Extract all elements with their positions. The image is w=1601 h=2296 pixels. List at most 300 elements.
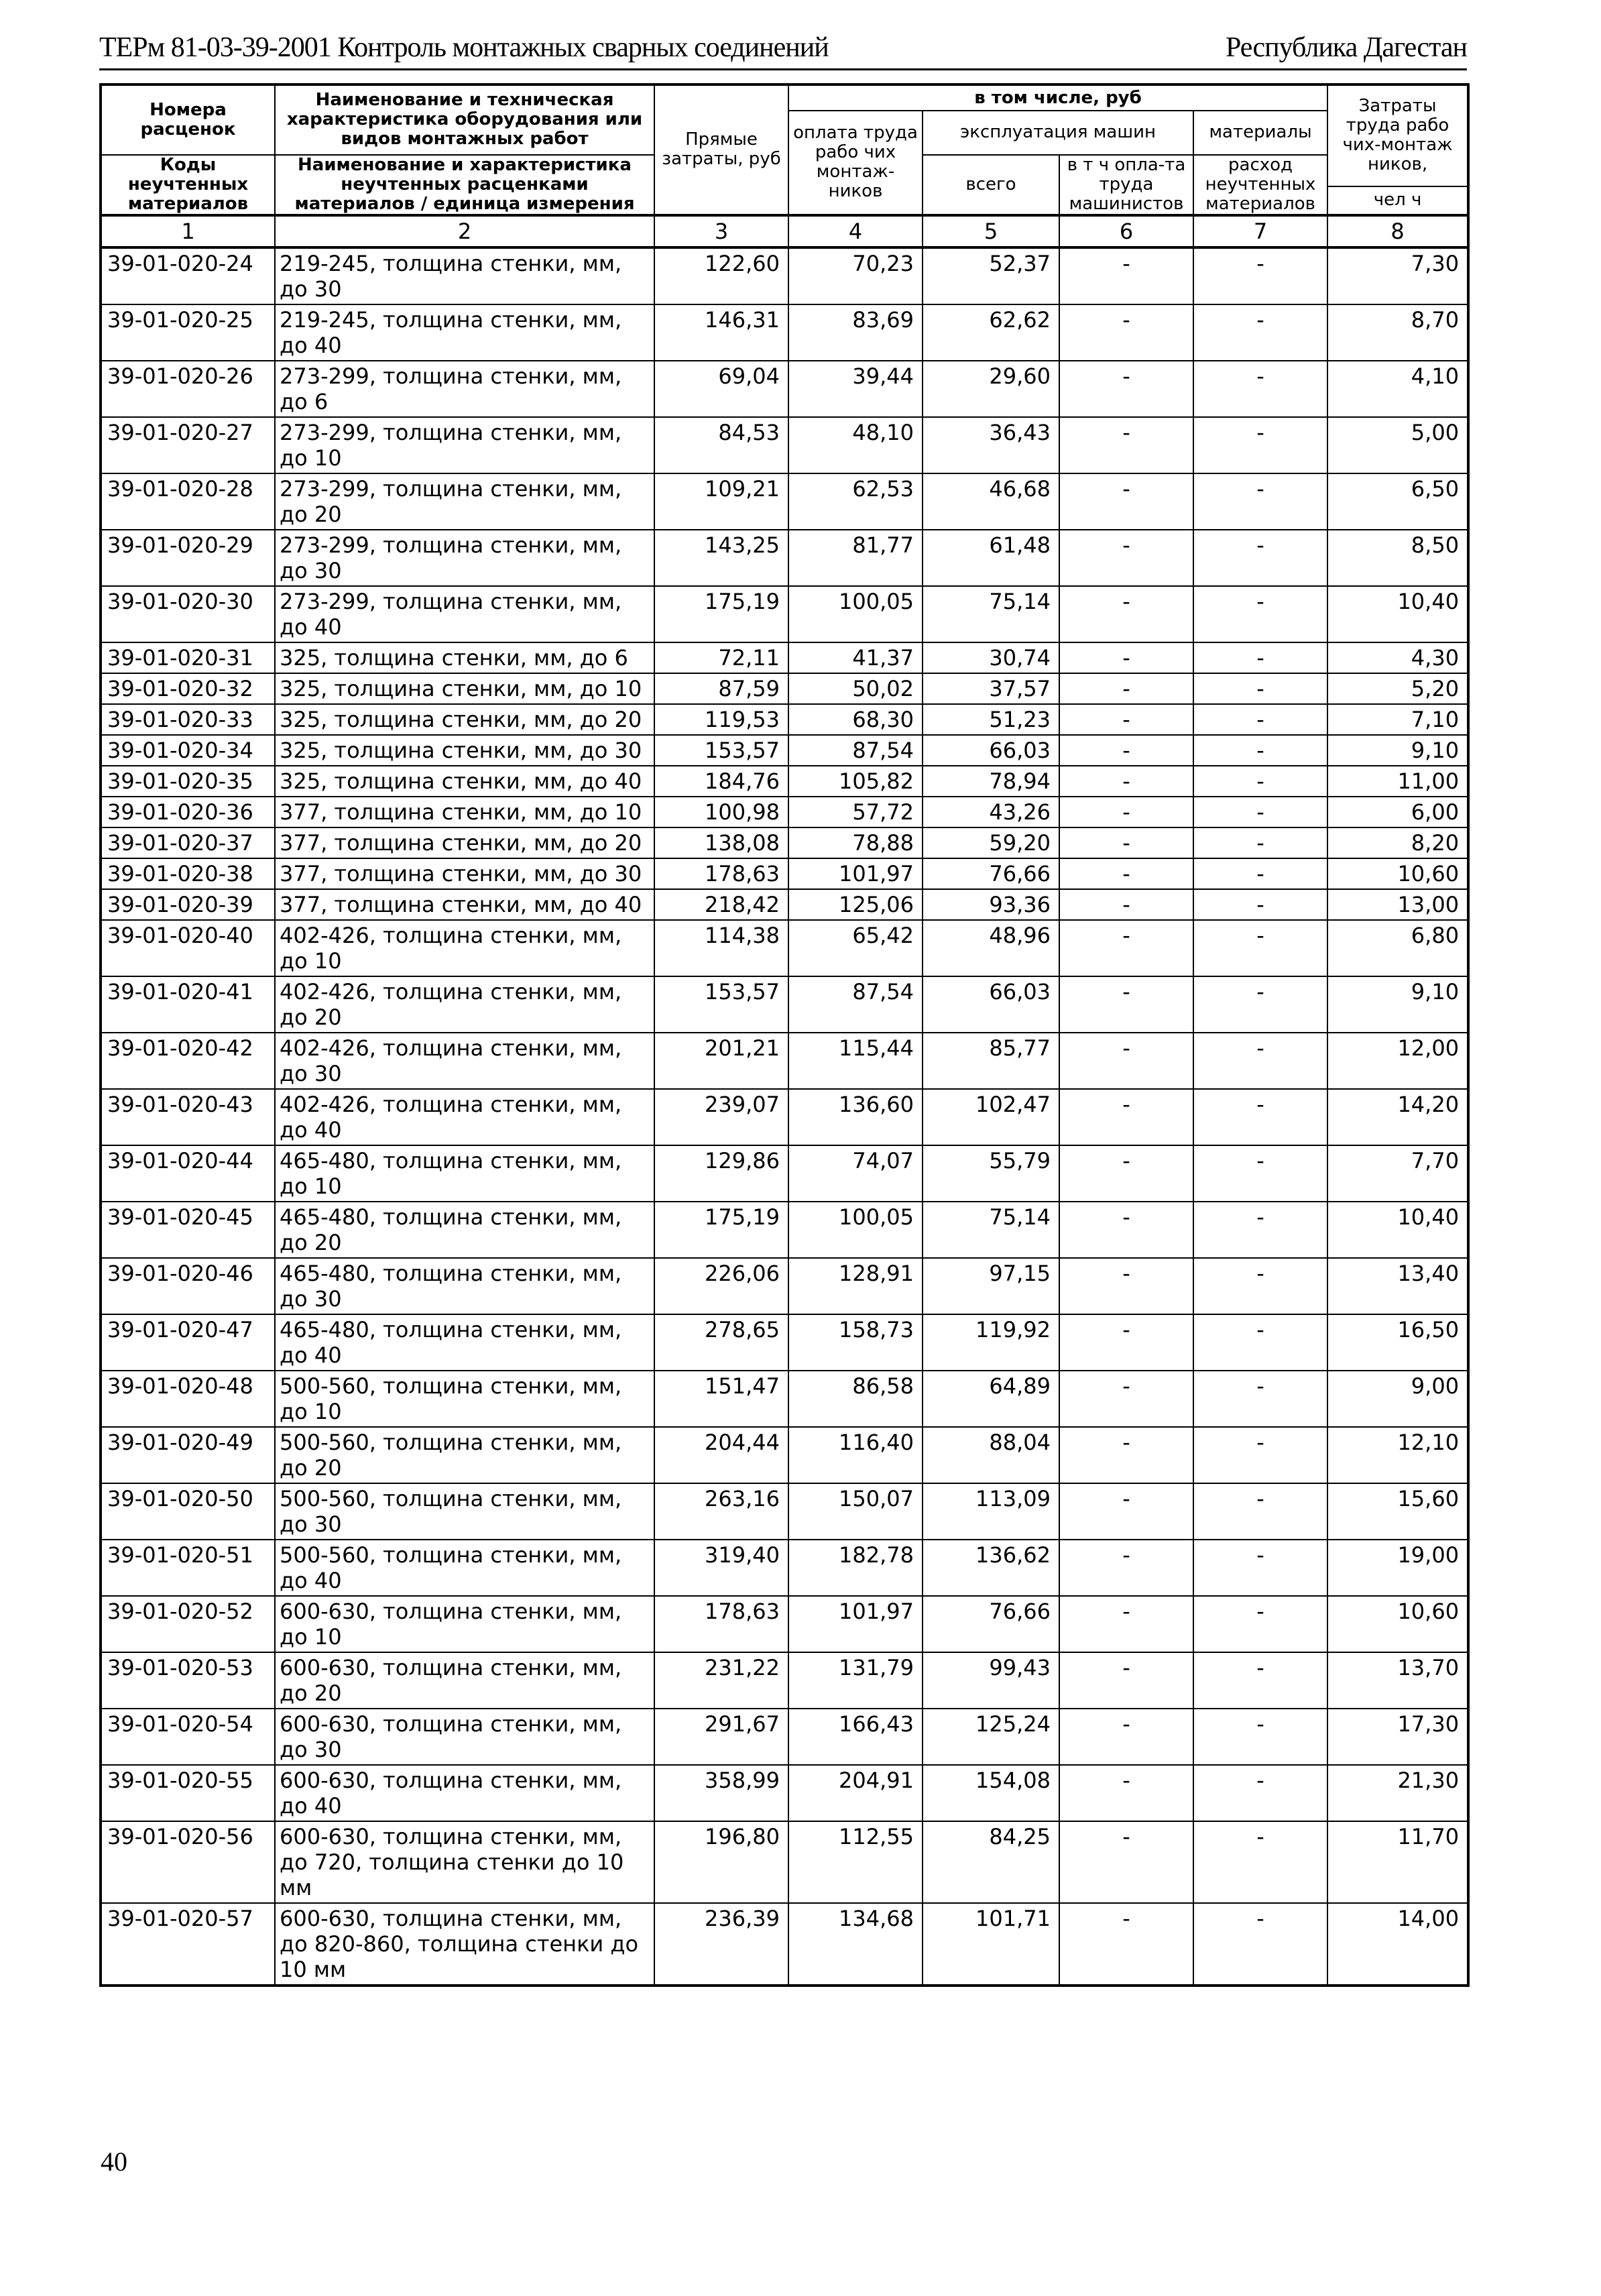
work-description: 219-245, толщина стенки, мм, до 40 bbox=[275, 304, 654, 361]
labor-pay-value: 81,77 bbox=[788, 530, 923, 586]
table-row bbox=[101, 827, 1468, 858]
work-description: 500-560, толщина стенки, мм, до 10 bbox=[275, 1371, 654, 1427]
material-consumption-value: - bbox=[1193, 1258, 1327, 1314]
work-description: 273-299, толщина стенки, мм, до 20 bbox=[275, 473, 654, 530]
work-description: 600-630, толщина стенки, мм, до 10 bbox=[275, 1596, 654, 1652]
machines-total-value: 66,03 bbox=[923, 976, 1059, 1033]
rate-code: 39-01-020-40 bbox=[101, 920, 275, 976]
rate-code: 39-01-020-50 bbox=[101, 1483, 275, 1540]
column-number: 8 bbox=[1327, 215, 1468, 247]
machines-total-value: 29,60 bbox=[923, 361, 1059, 417]
machines-total-value: 154,08 bbox=[923, 1765, 1059, 1821]
table-body bbox=[101, 247, 1468, 1986]
direct-costs-value: 138,08 bbox=[654, 827, 788, 858]
work-description: 377, толщина стенки, мм, до 30 bbox=[275, 858, 654, 889]
machines-total-value: 36,43 bbox=[923, 417, 1059, 473]
machinist-pay-value: - bbox=[1059, 1089, 1193, 1145]
material-consumption-value: - bbox=[1193, 247, 1327, 304]
material-consumption-value: - bbox=[1193, 673, 1327, 704]
table-row bbox=[101, 1596, 1468, 1652]
labor-hours-value: 6,00 bbox=[1327, 797, 1468, 827]
machines-total-value: 37,57 bbox=[923, 673, 1059, 704]
direct-costs-value: 201,21 bbox=[654, 1033, 788, 1089]
direct-costs-value: 87,59 bbox=[654, 673, 788, 704]
work-description: 500-560, толщина стенки, мм, до 20 bbox=[275, 1427, 654, 1483]
direct-costs-value: 84,53 bbox=[654, 417, 788, 473]
header-machinist-pay: в т ч опла-та труда машинистов bbox=[1059, 155, 1193, 215]
machinist-pay-value: - bbox=[1059, 530, 1193, 586]
column-number: 6 bbox=[1059, 215, 1193, 247]
work-description: 600-630, толщина стенки, мм, до 820-860, толщина стенки до 10 мм bbox=[275, 1903, 654, 1986]
material-consumption-value: - bbox=[1193, 1903, 1327, 1986]
work-description: 325, толщина стенки, мм, до 40 bbox=[275, 766, 654, 797]
direct-costs-value: 175,19 bbox=[654, 586, 788, 642]
work-description: 402-426, толщина стенки, мм, до 30 bbox=[275, 1033, 654, 1089]
machinist-pay-value: - bbox=[1059, 304, 1193, 361]
labor-pay-value: 131,79 bbox=[788, 1652, 923, 1709]
machinist-pay-value: - bbox=[1059, 1540, 1193, 1596]
machinist-pay-value: - bbox=[1059, 1652, 1193, 1709]
direct-costs-value: 178,63 bbox=[654, 858, 788, 889]
material-consumption-value: - bbox=[1193, 1483, 1327, 1540]
work-description: 325, толщина стенки, мм, до 20 bbox=[275, 704, 654, 735]
rate-code: 39-01-020-44 bbox=[101, 1145, 275, 1202]
work-description: 325, толщина стенки, мм, до 10 bbox=[275, 673, 654, 704]
direct-costs-value: 204,44 bbox=[654, 1427, 788, 1483]
material-consumption-value: - bbox=[1193, 1596, 1327, 1652]
machines-total-value: 75,14 bbox=[923, 1202, 1059, 1258]
machines-total-value: 99,43 bbox=[923, 1652, 1059, 1709]
direct-costs-value: 231,22 bbox=[654, 1652, 788, 1709]
direct-costs-value: 175,19 bbox=[654, 1202, 788, 1258]
material-consumption-value: - bbox=[1193, 1033, 1327, 1089]
work-description: 325, толщина стенки, мм, до 6 bbox=[275, 642, 654, 673]
labor-pay-value: 62,53 bbox=[788, 473, 923, 530]
work-description: 600-630, толщина стенки, мм, до 20 bbox=[275, 1652, 654, 1709]
machinist-pay-value: - bbox=[1059, 1371, 1193, 1427]
machines-total-value: 75,14 bbox=[923, 586, 1059, 642]
work-description: 465-480, толщина стенки, мм, до 10 bbox=[275, 1145, 654, 1202]
direct-costs-value: 239,07 bbox=[654, 1089, 788, 1145]
labor-hours-value: 15,60 bbox=[1327, 1483, 1468, 1540]
machinist-pay-value: - bbox=[1059, 889, 1193, 920]
labor-hours-value: 16,50 bbox=[1327, 1314, 1468, 1371]
material-consumption-value: - bbox=[1193, 1540, 1327, 1596]
table-row bbox=[101, 735, 1468, 766]
machinist-pay-value: - bbox=[1059, 1427, 1193, 1483]
machines-total-value: 76,66 bbox=[923, 858, 1059, 889]
labor-hours-value: 8,20 bbox=[1327, 827, 1468, 858]
labor-pay-value: 105,82 bbox=[788, 766, 923, 797]
labor-hours-value: 4,30 bbox=[1327, 642, 1468, 673]
labor-hours-value: 14,20 bbox=[1327, 1089, 1468, 1145]
labor-hours-value: 10,60 bbox=[1327, 1596, 1468, 1652]
table-row bbox=[101, 704, 1468, 735]
material-consumption-value: - bbox=[1193, 704, 1327, 735]
labor-pay-value: 100,05 bbox=[788, 586, 923, 642]
header-labor-hours: Затраты труда рабо чих-монтаж ников, bbox=[1327, 84, 1468, 186]
rate-code: 39-01-020-30 bbox=[101, 586, 275, 642]
material-consumption-value: - bbox=[1193, 473, 1327, 530]
table-row bbox=[101, 766, 1468, 797]
direct-costs-value: 236,39 bbox=[654, 1903, 788, 1986]
material-consumption-value: - bbox=[1193, 735, 1327, 766]
column-number: 4 bbox=[788, 215, 923, 247]
labor-pay-value: 86,58 bbox=[788, 1371, 923, 1427]
machinist-pay-value: - bbox=[1059, 797, 1193, 827]
rate-code: 39-01-020-26 bbox=[101, 361, 275, 417]
machines-total-value: 76,66 bbox=[923, 1596, 1059, 1652]
machinist-pay-value: - bbox=[1059, 1483, 1193, 1540]
machinist-pay-value: - bbox=[1059, 766, 1193, 797]
labor-hours-value: 6,80 bbox=[1327, 920, 1468, 976]
work-description: 402-426, толщина стенки, мм, до 40 bbox=[275, 1089, 654, 1145]
region-name: Республика Дагестан bbox=[1225, 32, 1467, 63]
material-consumption-value: - bbox=[1193, 642, 1327, 673]
labor-hours-value: 12,00 bbox=[1327, 1033, 1468, 1089]
direct-costs-value: 226,06 bbox=[654, 1258, 788, 1314]
labor-hours-value: 14,00 bbox=[1327, 1903, 1468, 1986]
machinist-pay-value: - bbox=[1059, 976, 1193, 1033]
machines-total-value: 52,37 bbox=[923, 247, 1059, 304]
rate-code: 39-01-020-39 bbox=[101, 889, 275, 920]
table-row bbox=[101, 1540, 1468, 1596]
table-row bbox=[101, 1903, 1468, 1986]
direct-costs-value: 184,76 bbox=[654, 766, 788, 797]
machinist-pay-value: - bbox=[1059, 1033, 1193, 1089]
header-direct-costs: Прямые затраты, руб bbox=[654, 84, 788, 215]
labor-hours-value: 8,50 bbox=[1327, 530, 1468, 586]
material-consumption-value: - bbox=[1193, 920, 1327, 976]
material-consumption-value: - bbox=[1193, 1652, 1327, 1709]
work-description: 273-299, толщина стенки, мм, до 30 bbox=[275, 530, 654, 586]
labor-pay-value: 68,30 bbox=[788, 704, 923, 735]
material-consumption-value: - bbox=[1193, 858, 1327, 889]
direct-costs-value: 151,47 bbox=[654, 1371, 788, 1427]
labor-pay-value: 57,72 bbox=[788, 797, 923, 827]
material-consumption-value: - bbox=[1193, 1145, 1327, 1202]
direct-costs-value: 153,57 bbox=[654, 976, 788, 1033]
direct-costs-value: 153,57 bbox=[654, 735, 788, 766]
machinist-pay-value: - bbox=[1059, 673, 1193, 704]
machines-total-value: 84,25 bbox=[923, 1821, 1059, 1903]
machinist-pay-value: - bbox=[1059, 1145, 1193, 1202]
table-row bbox=[101, 1709, 1468, 1765]
machines-total-value: 97,15 bbox=[923, 1258, 1059, 1314]
machinist-pay-value: - bbox=[1059, 1903, 1193, 1986]
machines-total-value: 43,26 bbox=[923, 797, 1059, 827]
labor-hours-value: 7,70 bbox=[1327, 1145, 1468, 1202]
column-number: 7 bbox=[1193, 215, 1327, 247]
work-description: 402-426, толщина стенки, мм, до 10 bbox=[275, 920, 654, 976]
rate-code: 39-01-020-37 bbox=[101, 827, 275, 858]
labor-hours-value: 6,50 bbox=[1327, 473, 1468, 530]
header-material-consumption: расход неучтенных материалов bbox=[1193, 155, 1327, 215]
rate-code: 39-01-020-24 bbox=[101, 247, 275, 304]
labor-pay-value: 87,54 bbox=[788, 735, 923, 766]
work-description: 377, толщина стенки, мм, до 10 bbox=[275, 797, 654, 827]
table-row bbox=[101, 586, 1468, 642]
table-row bbox=[101, 1821, 1468, 1903]
labor-hours-value: 7,30 bbox=[1327, 247, 1468, 304]
rate-code: 39-01-020-34 bbox=[101, 735, 275, 766]
labor-pay-value: 50,02 bbox=[788, 673, 923, 704]
labor-hours-value: 13,70 bbox=[1327, 1652, 1468, 1709]
labor-pay-value: 65,42 bbox=[788, 920, 923, 976]
machines-total-value: 119,92 bbox=[923, 1314, 1059, 1371]
machinist-pay-value: - bbox=[1059, 1202, 1193, 1258]
material-consumption-value: - bbox=[1193, 1314, 1327, 1371]
labor-pay-value: 101,97 bbox=[788, 858, 923, 889]
direct-costs-value: 196,80 bbox=[654, 1821, 788, 1903]
labor-hours-value: 10,60 bbox=[1327, 858, 1468, 889]
labor-pay-value: 87,54 bbox=[788, 976, 923, 1033]
labor-pay-value: 100,05 bbox=[788, 1202, 923, 1258]
machinist-pay-value: - bbox=[1059, 735, 1193, 766]
document-title: ТЕРм 81-03-39-2001 Контроль монтажных сварных соединений bbox=[99, 32, 829, 63]
header-labor-hours-unit: чел ч bbox=[1327, 186, 1468, 215]
direct-costs-value: 143,25 bbox=[654, 530, 788, 586]
table-row bbox=[101, 1202, 1468, 1258]
machinist-pay-value: - bbox=[1059, 920, 1193, 976]
table-header bbox=[101, 84, 1468, 247]
machines-total-value: 64,89 bbox=[923, 1371, 1059, 1427]
table-row bbox=[101, 361, 1468, 417]
labor-hours-value: 9,10 bbox=[1327, 735, 1468, 766]
material-consumption-value: - bbox=[1193, 304, 1327, 361]
labor-hours-value: 10,40 bbox=[1327, 1202, 1468, 1258]
rate-code: 39-01-020-28 bbox=[101, 473, 275, 530]
rate-code: 39-01-020-57 bbox=[101, 1903, 275, 1986]
direct-costs-value: 178,63 bbox=[654, 1596, 788, 1652]
material-consumption-value: - bbox=[1193, 1427, 1327, 1483]
column-number: 1 bbox=[101, 215, 275, 247]
header-material-codes: Коды неучтенных материалов bbox=[101, 155, 275, 215]
labor-pay-value: 112,55 bbox=[788, 1821, 923, 1903]
labor-pay-value: 125,06 bbox=[788, 889, 923, 920]
material-consumption-value: - bbox=[1193, 586, 1327, 642]
labor-pay-value: 150,07 bbox=[788, 1483, 923, 1540]
rate-code: 39-01-020-29 bbox=[101, 530, 275, 586]
work-description: 500-560, толщина стенки, мм, до 40 bbox=[275, 1540, 654, 1596]
rate-code: 39-01-020-47 bbox=[101, 1314, 275, 1371]
work-description: 377, толщина стенки, мм, до 20 bbox=[275, 827, 654, 858]
rate-code: 39-01-020-35 bbox=[101, 766, 275, 797]
material-consumption-value: - bbox=[1193, 530, 1327, 586]
header-rate-numbers: Номера расценок bbox=[101, 84, 275, 155]
table-row bbox=[101, 1089, 1468, 1145]
rate-code: 39-01-020-48 bbox=[101, 1371, 275, 1427]
work-description: 600-630, толщина стенки, мм, до 30 bbox=[275, 1709, 654, 1765]
machinist-pay-value: - bbox=[1059, 586, 1193, 642]
machines-total-value: 30,74 bbox=[923, 642, 1059, 673]
material-consumption-value: - bbox=[1193, 976, 1327, 1033]
material-consumption-value: - bbox=[1193, 1709, 1327, 1765]
labor-hours-value: 7,10 bbox=[1327, 704, 1468, 735]
labor-pay-value: 70,23 bbox=[788, 247, 923, 304]
labor-hours-value: 11,00 bbox=[1327, 766, 1468, 797]
rate-code: 39-01-020-38 bbox=[101, 858, 275, 889]
material-consumption-value: - bbox=[1193, 361, 1327, 417]
header-material-names: Наименование и характеристика неучтенных расценками материалов / единица измерения bbox=[275, 155, 654, 215]
machines-total-value: 59,20 bbox=[923, 827, 1059, 858]
labor-pay-value: 128,91 bbox=[788, 1258, 923, 1314]
material-consumption-value: - bbox=[1193, 797, 1327, 827]
labor-pay-value: 78,88 bbox=[788, 827, 923, 858]
machinist-pay-value: - bbox=[1059, 1596, 1193, 1652]
labor-hours-value: 9,10 bbox=[1327, 976, 1468, 1033]
direct-costs-value: 218,42 bbox=[654, 889, 788, 920]
labor-pay-value: 136,60 bbox=[788, 1089, 923, 1145]
rate-code: 39-01-020-27 bbox=[101, 417, 275, 473]
work-description: 402-426, толщина стенки, мм, до 20 bbox=[275, 976, 654, 1033]
labor-hours-value: 10,40 bbox=[1327, 586, 1468, 642]
direct-costs-value: 122,60 bbox=[654, 247, 788, 304]
header-group-including: в том числе, руб bbox=[788, 84, 1327, 111]
machinist-pay-value: - bbox=[1059, 417, 1193, 473]
rate-code: 39-01-020-41 bbox=[101, 976, 275, 1033]
labor-pay-value: 74,07 bbox=[788, 1145, 923, 1202]
table-row bbox=[101, 1371, 1468, 1427]
direct-costs-value: 263,16 bbox=[654, 1483, 788, 1540]
work-description: 600-630, толщина стенки, мм, до 720, толщина стенки до 10 мм bbox=[275, 1821, 654, 1903]
labor-hours-value: 5,20 bbox=[1327, 673, 1468, 704]
labor-hours-value: 21,30 bbox=[1327, 1765, 1468, 1821]
table-row bbox=[101, 530, 1468, 586]
rate-code: 39-01-020-43 bbox=[101, 1089, 275, 1145]
work-description: 465-480, толщина стенки, мм, до 20 bbox=[275, 1202, 654, 1258]
work-description: 377, толщина стенки, мм, до 40 bbox=[275, 889, 654, 920]
page-number: 40 bbox=[101, 2146, 127, 2177]
machinist-pay-value: - bbox=[1059, 642, 1193, 673]
labor-hours-value: 9,00 bbox=[1327, 1371, 1468, 1427]
labor-hours-value: 19,00 bbox=[1327, 1540, 1468, 1596]
table-row bbox=[101, 1652, 1468, 1709]
rate-code: 39-01-020-45 bbox=[101, 1202, 275, 1258]
machines-total-value: 51,23 bbox=[923, 704, 1059, 735]
direct-costs-value: 100,98 bbox=[654, 797, 788, 827]
direct-costs-value: 72,11 bbox=[654, 642, 788, 673]
machines-total-value: 88,04 bbox=[923, 1427, 1059, 1483]
material-consumption-value: - bbox=[1193, 766, 1327, 797]
material-consumption-value: - bbox=[1193, 1371, 1327, 1427]
machines-total-value: 48,96 bbox=[923, 920, 1059, 976]
work-description: 273-299, толщина стенки, мм, до 6 bbox=[275, 361, 654, 417]
work-description: 465-480, толщина стенки, мм, до 40 bbox=[275, 1314, 654, 1371]
machinist-pay-value: - bbox=[1059, 1709, 1193, 1765]
rate-code: 39-01-020-32 bbox=[101, 673, 275, 704]
labor-hours-value: 5,00 bbox=[1327, 417, 1468, 473]
labor-hours-value: 13,40 bbox=[1327, 1258, 1468, 1314]
labor-pay-value: 48,10 bbox=[788, 417, 923, 473]
machinist-pay-value: - bbox=[1059, 247, 1193, 304]
column-number: 2 bbox=[275, 215, 654, 247]
labor-pay-value: 83,69 bbox=[788, 304, 923, 361]
table-row bbox=[101, 673, 1468, 704]
labor-pay-value: 115,44 bbox=[788, 1033, 923, 1089]
machines-total-value: 125,24 bbox=[923, 1709, 1059, 1765]
table-row bbox=[101, 304, 1468, 361]
header-machines-total: всего bbox=[923, 155, 1059, 215]
column-numbers-row bbox=[101, 215, 1468, 247]
labor-hours-value: 12,10 bbox=[1327, 1427, 1468, 1483]
table-row bbox=[101, 1258, 1468, 1314]
labor-pay-value: 158,73 bbox=[788, 1314, 923, 1371]
rate-code: 39-01-020-42 bbox=[101, 1033, 275, 1089]
material-consumption-value: - bbox=[1193, 417, 1327, 473]
table-row bbox=[101, 858, 1468, 889]
rate-code: 39-01-020-46 bbox=[101, 1258, 275, 1314]
work-description: 273-299, толщина стенки, мм, до 10 bbox=[275, 417, 654, 473]
machinist-pay-value: - bbox=[1059, 1765, 1193, 1821]
work-description: 500-560, толщина стенки, мм, до 30 bbox=[275, 1483, 654, 1540]
material-consumption-value: - bbox=[1193, 1089, 1327, 1145]
table-row bbox=[101, 1145, 1468, 1202]
table-row bbox=[101, 889, 1468, 920]
table-row bbox=[101, 473, 1468, 530]
table-row bbox=[101, 247, 1468, 304]
column-number: 5 bbox=[923, 215, 1059, 247]
machines-total-value: 66,03 bbox=[923, 735, 1059, 766]
labor-pay-value: 182,78 bbox=[788, 1540, 923, 1596]
machines-total-value: 136,62 bbox=[923, 1540, 1059, 1596]
labor-pay-value: 116,40 bbox=[788, 1427, 923, 1483]
table-row bbox=[101, 1033, 1468, 1089]
labor-pay-value: 134,68 bbox=[788, 1903, 923, 1986]
machines-total-value: 93,36 bbox=[923, 889, 1059, 920]
direct-costs-value: 319,40 bbox=[654, 1540, 788, 1596]
material-consumption-value: - bbox=[1193, 889, 1327, 920]
rate-code: 39-01-020-31 bbox=[101, 642, 275, 673]
rate-code: 39-01-020-25 bbox=[101, 304, 275, 361]
labor-pay-value: 39,44 bbox=[788, 361, 923, 417]
direct-costs-value: 69,04 bbox=[654, 361, 788, 417]
work-description: 600-630, толщина стенки, мм, до 40 bbox=[275, 1765, 654, 1821]
rate-code: 39-01-020-49 bbox=[101, 1427, 275, 1483]
direct-costs-value: 291,67 bbox=[654, 1709, 788, 1765]
labor-pay-value: 204,91 bbox=[788, 1765, 923, 1821]
rate-code: 39-01-020-56 bbox=[101, 1821, 275, 1903]
direct-costs-value: 109,21 bbox=[654, 473, 788, 530]
page-header bbox=[99, 27, 1467, 70]
machinist-pay-value: - bbox=[1059, 1258, 1193, 1314]
material-consumption-value: - bbox=[1193, 1821, 1327, 1903]
machines-total-value: 102,47 bbox=[923, 1089, 1059, 1145]
material-consumption-value: - bbox=[1193, 1202, 1327, 1258]
header-work-name: Наименование и техническая характеристика оборудования или видов монтажных работ bbox=[275, 84, 654, 155]
rate-code: 39-01-020-55 bbox=[101, 1765, 275, 1821]
table-row bbox=[101, 797, 1468, 827]
header-machine-operation: эксплуатация машин bbox=[923, 111, 1193, 155]
material-consumption-value: - bbox=[1193, 827, 1327, 858]
direct-costs-value: 119,53 bbox=[654, 704, 788, 735]
direct-costs-value: 114,38 bbox=[654, 920, 788, 976]
table-row bbox=[101, 1765, 1468, 1821]
direct-costs-value: 129,86 bbox=[654, 1145, 788, 1202]
machinist-pay-value: - bbox=[1059, 473, 1193, 530]
header-materials: материалы bbox=[1193, 111, 1327, 155]
labor-hours-value: 13,00 bbox=[1327, 889, 1468, 920]
rates-table bbox=[99, 83, 1470, 1987]
machinist-pay-value: - bbox=[1059, 361, 1193, 417]
table-row bbox=[101, 642, 1468, 673]
machines-total-value: 62,62 bbox=[923, 304, 1059, 361]
machines-total-value: 78,94 bbox=[923, 766, 1059, 797]
rate-code: 39-01-020-36 bbox=[101, 797, 275, 827]
rate-code: 39-01-020-51 bbox=[101, 1540, 275, 1596]
column-number: 3 bbox=[654, 215, 788, 247]
work-description: 465-480, толщина стенки, мм, до 30 bbox=[275, 1258, 654, 1314]
